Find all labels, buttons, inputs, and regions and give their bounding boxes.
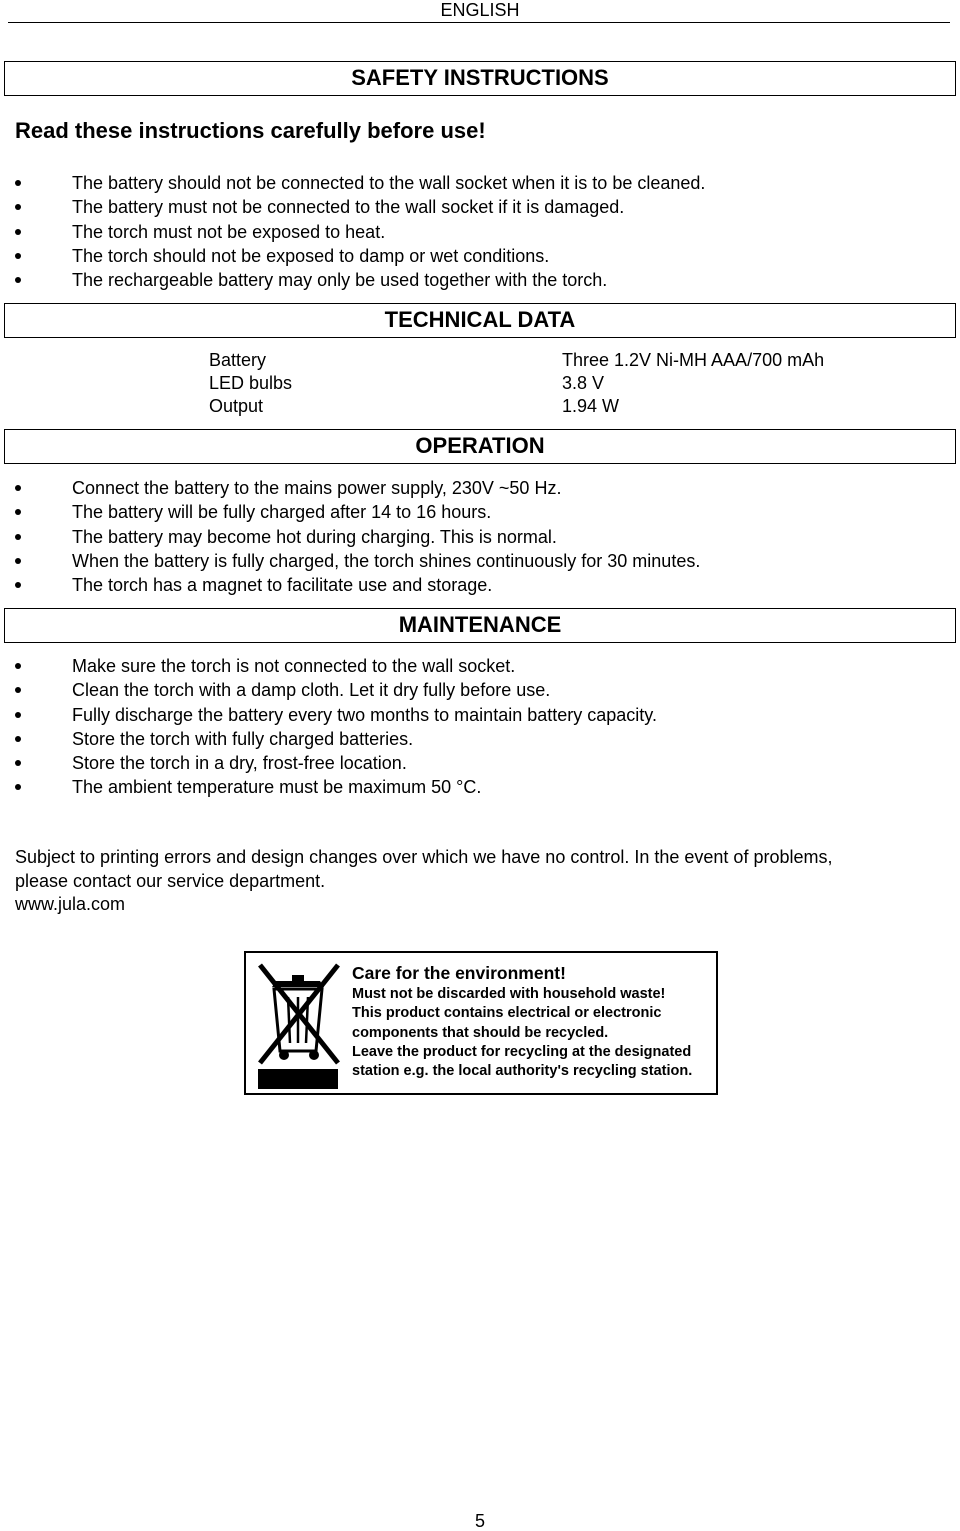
environment-title: Care for the environment!: [352, 963, 566, 983]
bullet-icon: [15, 760, 21, 766]
list-item: The torch must not be exposed to heat.: [0, 220, 705, 244]
spec-label-led-bulbs: LED bulbs: [209, 373, 293, 393]
spec-value-battery: Three 1.2V Ni-MH AAA/700 mAh: [562, 350, 825, 370]
safety-title: SAFETY INSTRUCTIONS: [351, 65, 609, 90]
environment-line: This product contains electrical or electronic: [352, 1005, 662, 1022]
operation-heading: [4, 429, 956, 464]
list-item: Clean the torch with a damp cloth. Let it dry fully before use.: [0, 678, 657, 702]
list-item: Fully discharge the battery every two months to maintain battery capacity.: [0, 703, 657, 727]
bullet-icon: [15, 485, 21, 491]
environment-line: Must not be discarded with household waste!: [352, 986, 666, 1002]
language-header: ENGLISH: [440, 0, 520, 20]
list-item: Connect the battery to the mains power supply, 230V ~50 Hz.: [0, 476, 700, 500]
environment-text: [352, 961, 712, 1081]
list-item: Make sure the torch is not connected to the wall socket.: [0, 654, 657, 678]
technical-data-heading: [4, 303, 956, 338]
spec-label-output: Output: [209, 396, 264, 416]
header-divider: [8, 22, 950, 23]
bullet-icon: [15, 229, 21, 235]
bullet-icon: [15, 712, 21, 718]
bullet-icon: [15, 277, 21, 283]
environment-line: components that should be recycled.: [352, 1024, 609, 1041]
list-item: The rechargeable battery may only be used together with the torch.: [0, 268, 705, 292]
bullet-icon: [15, 534, 21, 540]
bullet-icon: [15, 204, 21, 210]
list-item: The torch has a magnet to facilitate use and storage.: [0, 573, 700, 597]
list-item: The battery must not be connected to the wall socket if it is damaged.: [0, 195, 705, 219]
environment-line: station e.g. the local authority's recycling station.: [352, 1063, 693, 1080]
spec-label-battery: Battery: [209, 350, 267, 370]
page-number: 5: [474, 1511, 485, 1531]
bullet-icon: [15, 253, 21, 259]
list-item: When the battery is fully charged, the torch shines continuously for 30 minutes.: [0, 549, 700, 573]
list-item: The ambient temperature must be maximum 50 °C.: [0, 775, 657, 799]
disclaimer-line-2: please contact our service department.: [15, 870, 326, 891]
maintenance-title: MAINTENANCE: [398, 612, 562, 637]
list-item: The battery may become hot during charging. This is normal.: [0, 525, 700, 549]
safety-instructions-heading: [4, 61, 956, 96]
environment-line: Leave the product for recycling at the designated: [352, 1043, 692, 1060]
bullet-icon: [15, 509, 21, 515]
operation-list: [0, 476, 700, 597]
bullet-icon: [15, 784, 21, 790]
maintenance-list: [0, 654, 657, 800]
safety-list: [0, 171, 705, 292]
list-item: The battery should not be connected to the wall socket when it is to be cleaned.: [0, 171, 705, 195]
maintenance-heading: [4, 608, 956, 643]
crossed-out-wheelie-bin-icon: [254, 957, 346, 1091]
technical-title: TECHNICAL DATA: [384, 307, 576, 332]
list-item: Store the torch in a dry, frost-free location.: [0, 751, 657, 775]
disclaimer-line-1: Subject to printing errors and design changes over which we have no control. In the event of problems,: [15, 847, 833, 867]
bullet-icon: [15, 582, 21, 588]
bullet-icon: [15, 736, 21, 742]
intro-warning: Read these instructions carefully before use!: [15, 118, 486, 143]
spec-value-led-bulbs: 3.8 V: [562, 373, 605, 393]
website-link[interactable]: www.jula.com: [15, 894, 126, 914]
bullet-icon: [15, 663, 21, 669]
list-item: Store the torch with fully charged batteries.: [0, 727, 657, 751]
disclaimer: [15, 846, 950, 917]
spec-value-output: 1.94 W: [562, 396, 620, 416]
list-item: The battery will be fully charged after 14 to 16 hours.: [0, 500, 700, 524]
bullet-icon: [15, 687, 21, 693]
bullet-icon: [15, 180, 21, 186]
environment-notice: [244, 951, 718, 1095]
list-item: The torch should not be exposed to damp or wet conditions.: [0, 244, 705, 268]
bullet-icon: [15, 558, 21, 564]
operation-title: OPERATION: [415, 433, 545, 458]
